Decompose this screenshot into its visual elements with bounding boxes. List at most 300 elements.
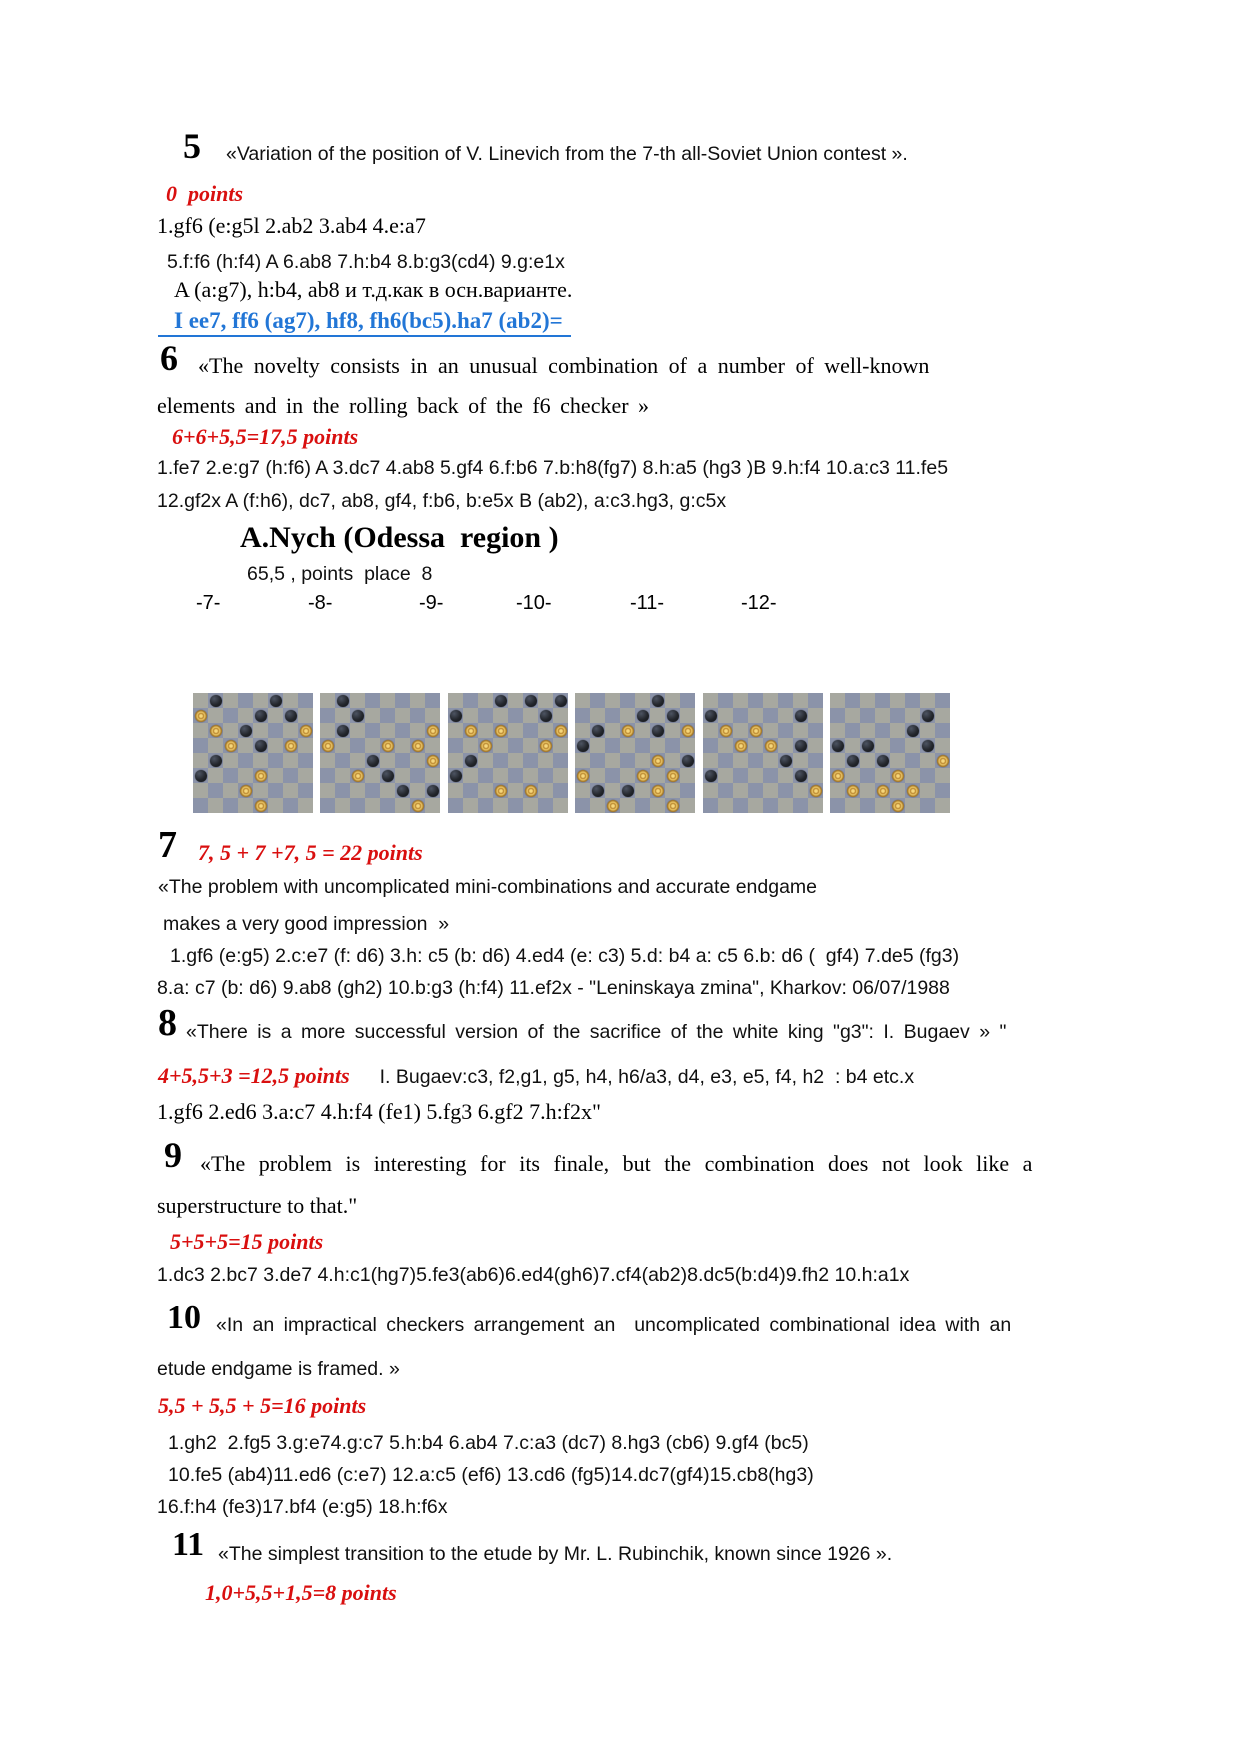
board-square [320,798,335,813]
board-square [283,723,298,738]
gold-checker-piece [427,725,439,737]
board-square [718,798,733,813]
black-checker-piece [352,710,364,722]
board-square [208,768,223,783]
board-square [538,708,553,723]
board-square [718,693,733,708]
board-square [793,753,808,768]
board-square [718,708,733,723]
board-square [845,768,860,783]
board-square [905,783,920,798]
board-square [365,798,380,813]
board-square [508,708,523,723]
black-checker-piece [427,785,439,797]
board-square [298,708,313,723]
board-square [620,708,635,723]
board-square [665,798,680,813]
board-square [875,768,890,783]
gold-checker-piece [735,740,747,752]
board-square [238,708,253,723]
board-square [703,753,718,768]
board-square [778,783,793,798]
board-square [935,708,950,723]
board-square [320,738,335,753]
board-square [380,708,395,723]
black-checker-piece [577,740,589,752]
board-square [733,798,748,813]
board-square [605,738,620,753]
gold-checker-piece [210,725,222,737]
board-square [350,738,365,753]
section-5-variant-link[interactable]: I ee7, ff6 (ag7), hf8, fh6(bc5).ha7 (ab2)= [158,309,571,337]
black-checker-piece [847,755,859,767]
board-square [320,708,335,723]
board-square [365,783,380,798]
board-square [575,798,590,813]
board-square [463,693,478,708]
board-square [575,708,590,723]
board-square [298,783,313,798]
board-square [268,768,283,783]
board-square [680,798,695,813]
board-square [620,798,635,813]
section-11-quote: «The simplest transition to the etude by Mr. L. Rubinchik, known since 1926 ». [218,1543,893,1565]
black-checker-piece [555,695,567,707]
board-square [425,738,440,753]
board-square [778,798,793,813]
board-square [350,753,365,768]
board-square [253,708,268,723]
board-square [193,768,208,783]
board-square [508,738,523,753]
gold-checker-piece [382,740,394,752]
board-square [680,708,695,723]
board-square [380,738,395,753]
board-square [335,708,350,723]
board-square [920,798,935,813]
board-square [935,693,950,708]
black-checker-piece [922,740,934,752]
board-square [718,723,733,738]
board-square [223,723,238,738]
board-square [538,693,553,708]
board-square [523,753,538,768]
board-square [553,768,568,783]
board-square [283,738,298,753]
board-square [410,693,425,708]
board-square [298,693,313,708]
section-7-quote: makes a very good impression » [163,913,450,935]
board-square [890,693,905,708]
board-square [553,798,568,813]
board-square [703,768,718,783]
board-square [380,723,395,738]
board-square [223,798,238,813]
board-square [208,708,223,723]
checkers-diagram-12 [830,693,950,813]
gold-checker-piece [352,770,364,782]
board-square [320,783,335,798]
board-square [808,783,823,798]
board-square [778,723,793,738]
board-square [733,783,748,798]
board-square [845,708,860,723]
board-square [365,768,380,783]
board-square [680,753,695,768]
checkers-diagram-10 [575,693,695,813]
board-square [523,708,538,723]
board-square [620,723,635,738]
board-square [650,723,665,738]
gold-checker-piece [195,710,207,722]
black-checker-piece [862,740,874,752]
section-6-notation-line: 12.gf2x A (f:h6), dc7, ab8, gf4, f:b6, b:e5x B (ab2), a:c3.hg3, g:c5x [157,490,727,512]
gold-checker-piece [652,785,664,797]
board-square [463,723,478,738]
board-square [935,768,950,783]
gold-checker-piece [810,785,822,797]
board-square [478,783,493,798]
board-square [410,783,425,798]
board-square [703,708,718,723]
board-square [665,708,680,723]
board-square [448,798,463,813]
section-11-number: 11 [172,1526,205,1563]
board-square [590,723,605,738]
board-square [335,768,350,783]
board-square [748,753,763,768]
board-square [905,798,920,813]
board-square [478,723,493,738]
black-checker-piece [337,695,349,707]
black-checker-piece [525,695,537,707]
gold-checker-piece [322,740,334,752]
board-square [193,738,208,753]
board-square [920,783,935,798]
board-square [320,768,335,783]
black-checker-piece [682,755,694,767]
board-square [380,798,395,813]
gold-checker-piece [465,725,477,737]
board-square [665,753,680,768]
board-square [553,708,568,723]
board-square [920,768,935,783]
board-square [395,738,410,753]
board-square [763,693,778,708]
board-square [463,708,478,723]
gold-checker-piece [667,770,679,782]
gold-checker-piece [765,740,777,752]
board-square [523,768,538,783]
board-square [410,798,425,813]
gold-checker-piece [412,740,424,752]
board-square [650,753,665,768]
gold-checker-piece [892,770,904,782]
board-square [845,783,860,798]
board-square [253,723,268,738]
board-square [718,753,733,768]
black-checker-piece [367,755,379,767]
board-square [335,753,350,768]
board-square [703,738,718,753]
board-square [395,723,410,738]
black-checker-piece [255,710,267,722]
section-9-number: 9 [164,1135,182,1175]
gold-checker-piece [892,800,904,812]
board-square [478,708,493,723]
board-square [380,768,395,783]
board-square [283,783,298,798]
board-square [223,768,238,783]
board-square [193,753,208,768]
board-square [665,693,680,708]
board-square [808,753,823,768]
board-square [890,753,905,768]
board-square [718,738,733,753]
board-square [253,753,268,768]
board-label-8: -8- [308,592,333,614]
board-square [575,693,590,708]
board-square [335,783,350,798]
gold-checker-piece [877,785,889,797]
section-5-quote: «Variation of the position of V. Linevich from the 7-th all-Soviet Union contest ». [226,143,908,165]
board-square [268,693,283,708]
board-square [605,783,620,798]
board-square [283,798,298,813]
board-square [238,783,253,798]
board-square [793,768,808,783]
board-square [920,693,935,708]
black-checker-piece [592,725,604,737]
board-square [223,783,238,798]
board-square [448,708,463,723]
board-square [875,693,890,708]
board-square [920,723,935,738]
board-square [283,708,298,723]
black-checker-piece [450,710,462,722]
black-checker-piece [705,770,717,782]
gold-checker-piece [240,785,252,797]
board-square [425,693,440,708]
section-6-quote: elements and in the rolling back of the f6 checker » [157,393,650,418]
board-square [208,753,223,768]
board-square [890,738,905,753]
board-square [935,738,950,753]
board-square [193,783,208,798]
gold-checker-piece [225,740,237,752]
board-square [523,798,538,813]
board-square [808,708,823,723]
board-square [538,798,553,813]
board-square [635,738,650,753]
board-square [208,783,223,798]
board-square [703,783,718,798]
gold-checker-piece [937,755,949,767]
board-square [253,798,268,813]
board-square [718,768,733,783]
board-square [920,753,935,768]
board-square [575,753,590,768]
board-square [680,768,695,783]
board-square [448,753,463,768]
board-square [238,723,253,738]
board-label-9: -9- [419,592,444,614]
gold-checker-piece [847,785,859,797]
board-square [905,738,920,753]
board-square [238,768,253,783]
board-square [425,753,440,768]
board-square [493,753,508,768]
black-checker-piece [240,725,252,737]
board-square [410,738,425,753]
board-square [845,798,860,813]
board-square [538,723,553,738]
board-square [703,723,718,738]
board-square [763,723,778,738]
section-10-notation-line: 1.gh2 2.fg5 3.g:e74.g:c7 5.h:b4 6.ab4 7.c:a3 (dc7) 8.hg3 (cb6) 9.gf4 (bc5) [168,1432,809,1454]
board-square [208,693,223,708]
board-square [590,738,605,753]
section-7-notation-line: 8.a: c7 (b: d6) 9.ab8 (gh2) 10.b:g3 (h:f4) 11.ef2x - "Leninskaya zmina", Kharkov: 06/07/1988 [157,977,950,999]
board-square [733,768,748,783]
board-square [650,768,665,783]
board-square [238,798,253,813]
board-square [380,693,395,708]
board-square [575,783,590,798]
section-8-number: 8 [158,1002,177,1044]
gold-checker-piece [577,770,589,782]
board-label-7: -7- [196,592,221,614]
black-checker-piece [465,755,477,767]
black-checker-piece [270,695,282,707]
board-square [845,723,860,738]
board-square [605,723,620,738]
board-square [860,708,875,723]
board-square [365,693,380,708]
board-square [335,798,350,813]
board-square [890,798,905,813]
black-checker-piece [922,710,934,722]
black-checker-piece [382,770,394,782]
checkers-diagram-7 [193,693,313,813]
board-square [860,693,875,708]
board-square [590,783,605,798]
board-square [635,783,650,798]
board-square [935,783,950,798]
board-square [493,783,508,798]
board-square [350,708,365,723]
board-square [253,738,268,753]
board-square [448,768,463,783]
board-square [793,723,808,738]
black-checker-piece [285,710,297,722]
board-square [680,738,695,753]
gold-checker-piece [907,785,919,797]
board-square [410,723,425,738]
board-square [718,783,733,798]
board-square [553,693,568,708]
board-square [635,693,650,708]
section-6-number: 6 [160,338,178,378]
board-square [425,798,440,813]
board-square [365,708,380,723]
checkers-diagram-11 [703,693,823,813]
section-10-notation-line: 10.fe5 (ab4)11.ed6 (c:e7) 12.a:c5 (ef6) 13.cd6 (fg5)14.dc7(gf4)15.cb8(hg3) [168,1464,814,1486]
board-square [860,753,875,768]
board-square [575,723,590,738]
gold-checker-piece [682,725,694,737]
board-square [283,753,298,768]
section-8-notation-line: 1.gf6 2.ed6 3.a:c7 4.h:f4 (fe1) 5.fg3 6.gf2 7.h:f2x" [157,1099,601,1124]
board-square [268,723,283,738]
black-checker-piece [195,770,207,782]
board-square [268,753,283,768]
board-square [620,783,635,798]
black-checker-piece [495,695,507,707]
board-label-10: -10- [516,592,552,614]
black-checker-piece [637,710,649,722]
board-square [410,768,425,783]
board-square [875,798,890,813]
black-checker-piece [795,710,807,722]
board-square [478,768,493,783]
board-square [605,693,620,708]
board-square [208,738,223,753]
board-square [493,723,508,738]
board-square [875,708,890,723]
board-square [253,768,268,783]
section-8-points: 4+5,5+3 =12,5 points [158,1063,350,1088]
black-checker-piece [210,695,222,707]
board-square [830,723,845,738]
board-square [650,693,665,708]
board-square [860,798,875,813]
board-square [365,723,380,738]
board-square [808,798,823,813]
gold-checker-piece [720,725,732,737]
board-square [875,738,890,753]
board-square [538,753,553,768]
board-square [493,708,508,723]
board-square [493,693,508,708]
board-square [763,708,778,723]
board-square [335,693,350,708]
board-square [553,723,568,738]
author-heading: A.Nych (Odessa region ) [240,521,559,554]
board-square [703,693,718,708]
board-square [365,738,380,753]
board-square [778,708,793,723]
board-square [860,723,875,738]
gold-checker-piece [255,800,267,812]
board-square [238,693,253,708]
gold-checker-piece [832,770,844,782]
section-9-notation-line: 1.dc3 2.bc7 3.de7 4.h:c1(hg7)5.fe3(ab6)6.ed4(gh6)7.cf4(ab2)8.dc5(b:d4)9.fh2 10.h:a1x [157,1264,910,1286]
board-square [860,768,875,783]
section-9-quote: superstructure to that." [157,1193,358,1218]
board-square [193,723,208,738]
section-5-notation-line: 5.f:f6 (h:f4) A 6.ab8 7.h:b4 8.b:g3(cd4) 9.g:e1x [167,251,565,273]
board-square [478,798,493,813]
board-square [845,738,860,753]
board-square [508,753,523,768]
section-11-points: 1,0+5,5+1,5=8 points [205,1580,397,1605]
gold-checker-piece [607,800,619,812]
board-square [463,753,478,768]
board-square [763,768,778,783]
board-square [830,693,845,708]
board-square [875,723,890,738]
